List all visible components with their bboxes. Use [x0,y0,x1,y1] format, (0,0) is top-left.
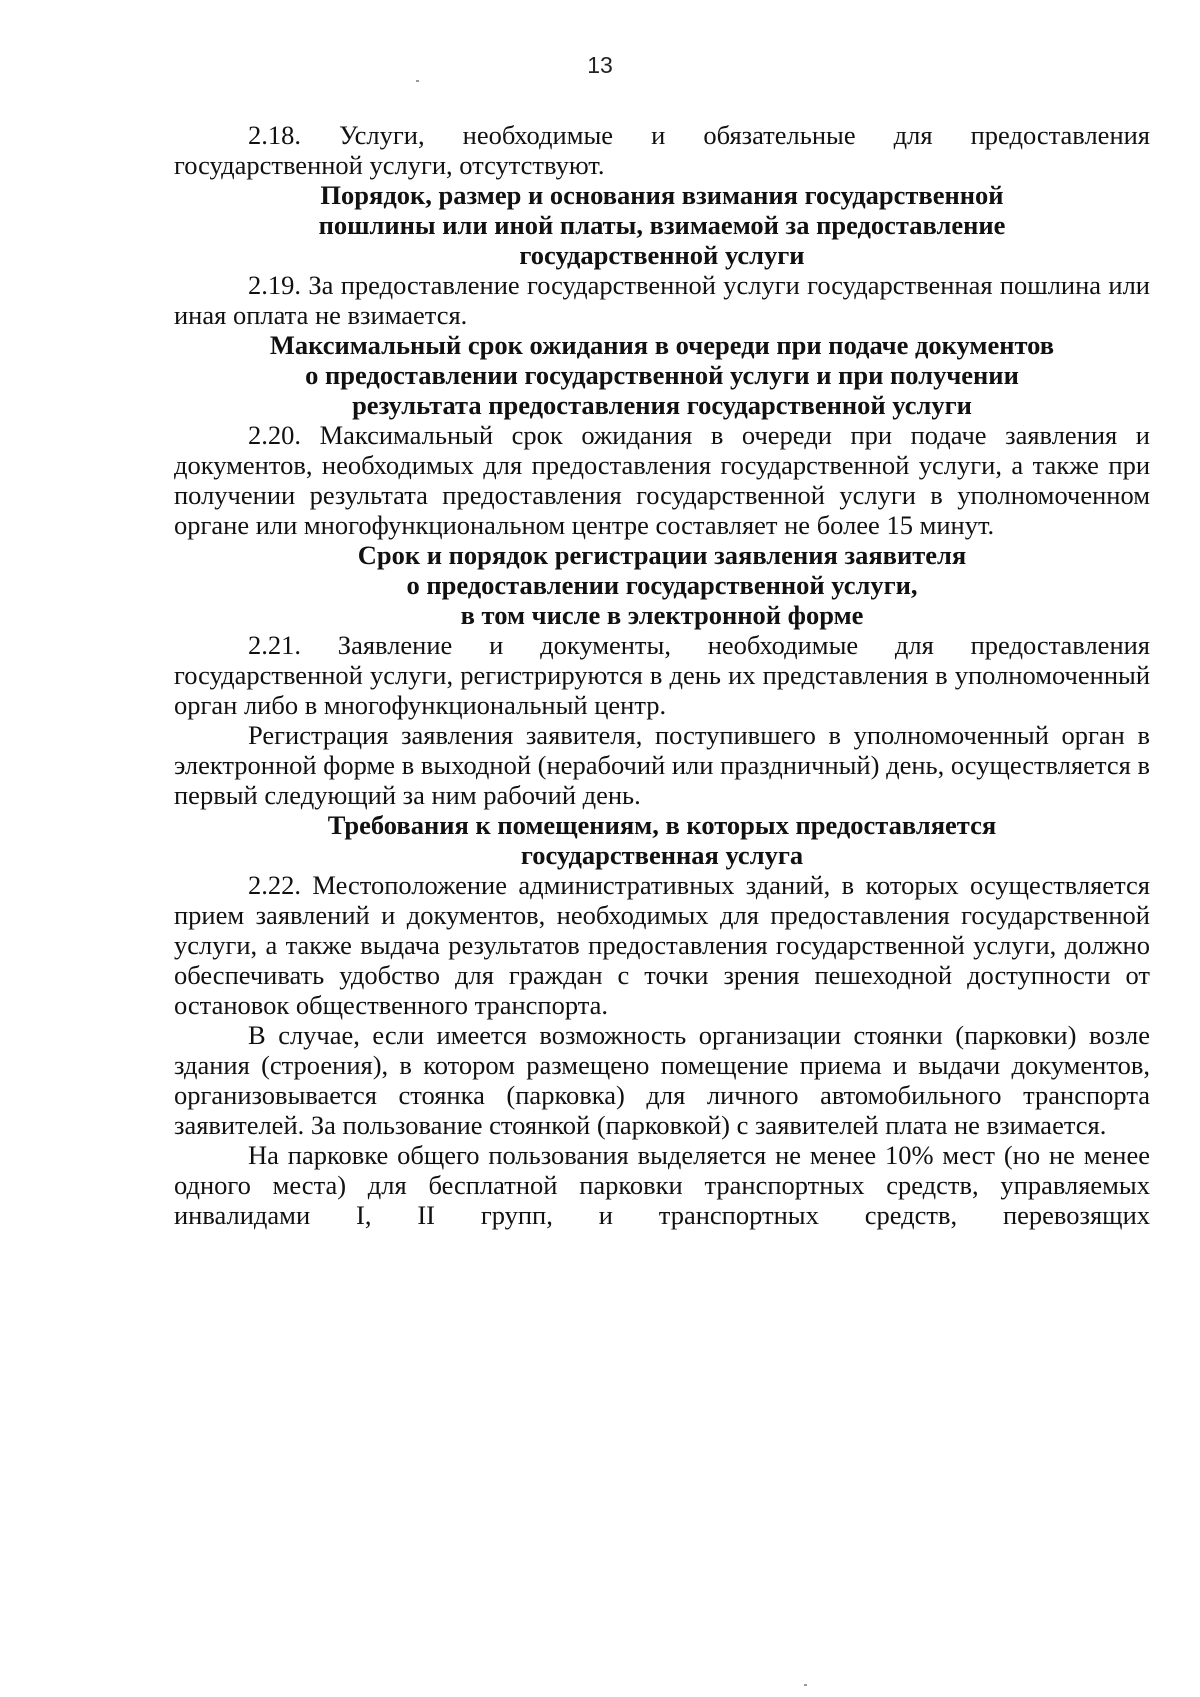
heading-line: государственная услуга [520,840,804,870]
paragraph-2-20: 2.20. Максимальный срок ожидания в очереди при подаче заявления и документов, необходимых для предоставления государственной услуги, а также при получении результата предоставления государственной услуги в уполномоченном органе или многофункциональном центре составляет не более 15 минут. [174,420,1150,540]
heading-max-wait-time [174,330,1150,420]
heading-premises-requirements [174,810,1150,870]
heading-line: результата предоставления государственной услуги [352,390,972,420]
paragraph-2-21: 2.21. Заявление и документы, необходимые для предоставления государственной услуги, регистрируются в день их представления в уполномоченный орган либо в многофункциональный центр. [174,630,1150,720]
paragraph-2-18: 2.18. Услуги, необходимые и обязательные для предоставления государственной услуги, отсутствуют. [174,120,1150,180]
page-number: 13 [587,52,613,78]
paragraph-2-19: 2.19. За предоставление государственной услуги государственная пошлина или иная оплата не взимается. [174,270,1150,330]
paragraph-parking: В случае, если имеется возможность организации стоянки (парковки) возле здания (строения), в котором размещено помещение приема и выдачи документов, организовывается стоянка (парковка) для личного автомобильного транспорта заявителей. За пользование стоянкой (парковкой) с заявителей плата не взимается. [174,1020,1150,1140]
heading-line: Срок и порядок регистрации заявления заявителя [357,540,967,570]
heading-line: пошлины или иной платы, взимаемой за предоставление [318,210,1006,240]
heading-line: государственной услуги [519,240,805,270]
paragraph-disabled-parking: На парковке общего пользования выделяется не менее 10% мест (но не менее одного места) для бесплатной парковки транспортных средств, управляемых инвалидами I, II групп, и транспортных средств, перевозящих [174,1140,1150,1230]
heading-line: о предоставлении государственной услуги и при получении [305,360,1019,390]
heading-line: в том числе в электронной форме [460,600,864,630]
paragraph-2-22: 2.22. Местоположение административных зданий, в которых осуществляется прием заявлений и документов, необходимых для предоставления государственной услуги, а также выдача результатов предоставления государственной услуги, должно обеспечивать удобство для граждан с точки зрения пешеходной доступности от остановок общественного транспорта. [174,870,1150,1020]
heading-line: о предоставлении государственной услуги, [406,570,918,600]
heading-registration [174,540,1150,630]
document-body [174,120,1150,1230]
heading-line: Требования к помещениям, в которых предоставляется [327,810,997,840]
scan-speck [804,1684,807,1686]
heading-line: Максимальный срок ожидания в очереди при подаче документов [269,330,1055,360]
paragraph-electronic-registration: Регистрация заявления заявителя, поступившего в уполномоченный орган в электронной форме в выходной (нерабочий или праздничный) день, осуществляется в первый следующий за ним рабочий день. [174,720,1150,810]
heading-line: Порядок, размер и основания взимания государственной [320,180,1004,210]
scan-speck [416,80,419,82]
heading-state-fee [174,180,1150,270]
